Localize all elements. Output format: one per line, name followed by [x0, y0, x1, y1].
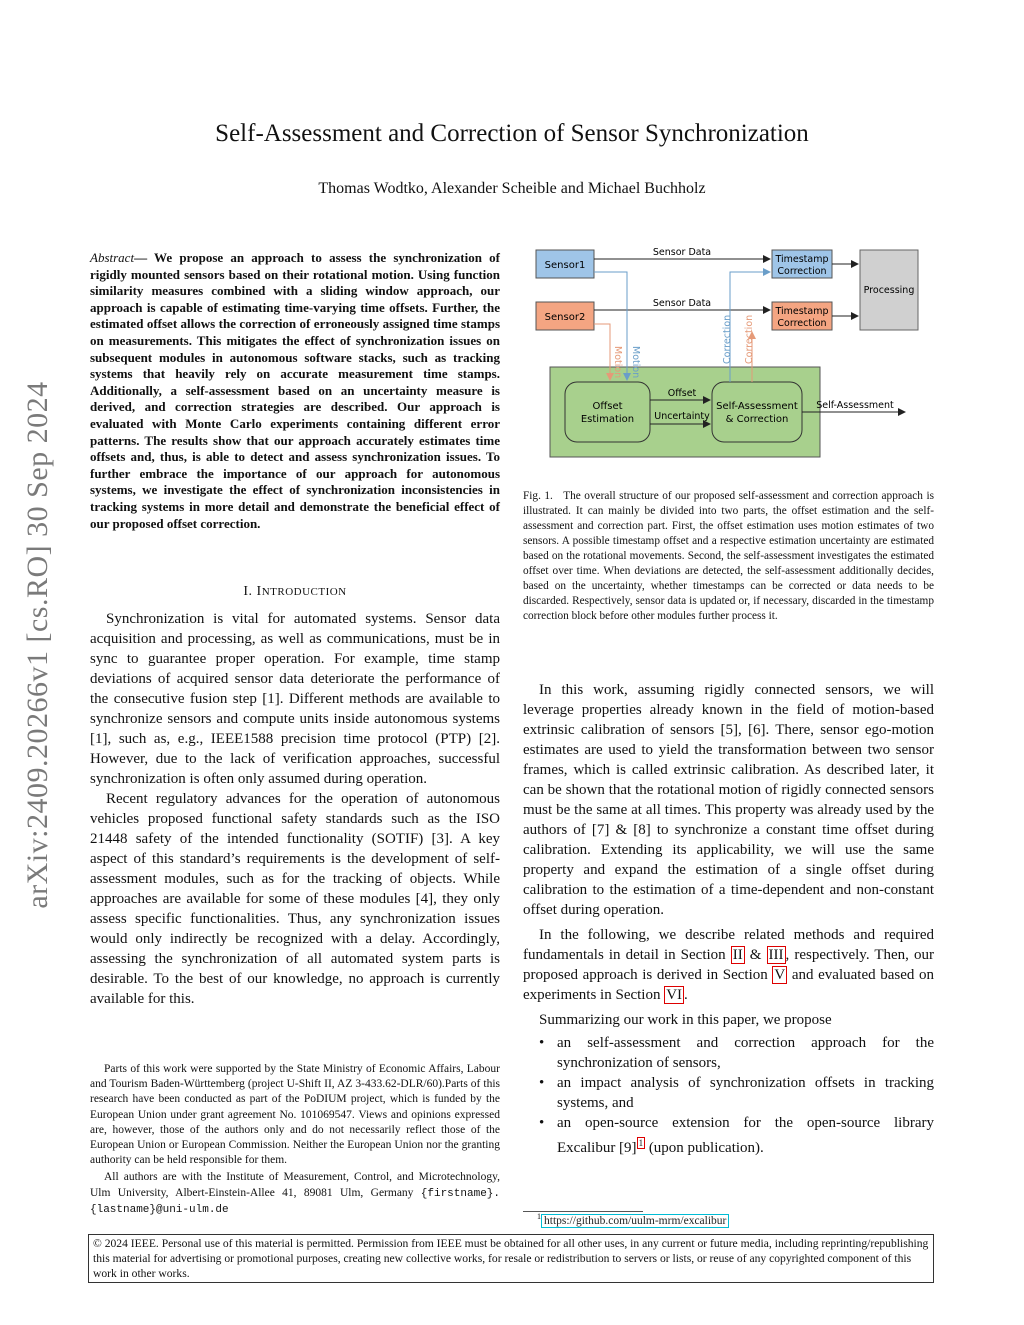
self-assessment-label-1: Self-Assessment: [716, 401, 798, 412]
sensor-data-1-label: Sensor Data: [652, 247, 712, 258]
self-assessment-label-2: & Correction: [725, 414, 789, 425]
p2-text-b: &: [744, 947, 767, 963]
right-paragraph-2: [523, 925, 934, 1005]
affiliation-text: All authors are with the Institute of Measurement, Control, and Microtechnology, Ulm University, Albert-Einstein-Allee 41, 89081 Ulm, Germany: [90, 1171, 500, 1199]
abstract-dash: —: [134, 250, 148, 265]
introduction-body: [90, 609, 500, 1009]
right-paragraph-3: Summarizing our work in this paper, we propose: [539, 1012, 832, 1028]
ref-section-3[interactable]: III: [768, 947, 784, 963]
timestamp-correction-2-label-2: Correction: [777, 318, 827, 329]
ref-section-5[interactable]: V: [774, 967, 786, 983]
timestamp-correction-1-label-1: Timestamp: [775, 254, 829, 265]
offset-estimation-label-1: Offset: [592, 401, 623, 412]
arxiv-identifier: arXiv:2409.20266v1 [cs.RO] 30 Sep 2024: [21, 381, 54, 909]
offset-estimation-label-2: Estimation: [580, 414, 635, 425]
contribution-3-tail: (upon publication).: [645, 1140, 764, 1156]
section-title-rest: NTRODUCTION: [261, 586, 347, 598]
offset-arrow-label: Offset: [667, 388, 697, 399]
section-initial: I: [256, 584, 262, 599]
caption-text: The overall structure of our proposed self-assessment and correction approach is illustrated. It can mainly be divided into two parts, the offset estimation and the self-assessment and correction part. First, the offset estimation uses motion estimates of two sensors. A possible timestamp offset and a respective estimation uncertainty are estimated based on the rotational movements. Second, the self-assessment investigates the estimated offset over time. When deviations are detected, the self-assessment additionally decides, based on the uncertainty, whether timestamps can be corrected or data needs to be discarded. Respectively, sensor data is updated or, if necessary, discarded in the timestamp correction block before other modules further process it.: [523, 490, 934, 622]
right-paragraph-1: In this work, assuming rigidly connected sensors, we will leverage properties already known in the field of motion-based extrinsic calibration of sensors [5], [6]. There, sensor ego-motion estimates are used to yield the transformation between two sensor frames, which is called extrinsic calibration. As described later, it can be shown that the rotational motion of rigidly connected sensors must be the same at all times. This property was already used by the authors of [7] & [8] to synchronize a constant time offset during calibration. Extending its applicability, we will use the same property and expand the estimation of a single offset during calibration to the estimation of a time-dependent and non-constant offset during operation.: [523, 682, 934, 918]
footnote-right: [537, 1212, 729, 1227]
ref-section-6[interactable]: VI: [666, 987, 683, 1003]
email-address: {firstname}.{lastname}@uni-ulm.de: [90, 1187, 500, 1216]
footnotes-left: [90, 1062, 500, 1218]
intro-paragraph-2: Recent regulatory advances for the operation of autonomous vehicles proposed functional safety standards such as the ISO 21448 safety of the intended functionality (SOTIF) [3]. A key aspect of this standard’s requirements is the development of self-assessment modules, such as for the tracking of objects. While approaches are available for some of these modules [4], they only assess specific functionalities. Thus, any synchronization issues would only indirectly be recognized with a delay. Accordingly, assessing the synchronization of all automated system parts is desirable. To the best of our knowledge, no approach is currently available for this.: [90, 791, 500, 1007]
sensor-data-2-label: Sensor Data: [652, 298, 712, 309]
footnote-mark: 1: [537, 1212, 541, 1221]
processing-label: Processing: [863, 285, 915, 296]
sensor1-label: Sensor1: [544, 260, 586, 271]
p2-text-a: In the following, we describe related methods and required fundamentals in detail in Section: [523, 927, 934, 963]
self-assessment-box: [712, 382, 802, 442]
correction-2-label: Correction: [744, 314, 755, 364]
footnote-ref-1[interactable]: 1: [638, 1138, 644, 1148]
paper-authors: Thomas Wodtko, Alexander Scheible and Michael Buchholz: [318, 180, 706, 197]
timestamp-correction-2-label-1: Timestamp: [775, 306, 829, 317]
contribution-list: [523, 1033, 934, 1158]
motion-2-label: Motion: [612, 346, 623, 379]
abstract-lead: Abstract: [90, 250, 135, 265]
p2-text-d: and evaluated based on experiments in Section: [523, 967, 935, 1003]
section-number: I.: [243, 584, 257, 599]
self-assessment-output-label: Self-Assessment: [816, 400, 894, 411]
funding-note: Parts of this work were supported by the State Ministry of Economic Affairs, Labour and Tourism Baden-Württemberg (project U-Shift II, AZ 3-433.62-DLR/60).Parts of this research have been conducted as part of the PoDIUM project, which is funded by the European Union under grant agreement No. 101069547. Views and opinions expressed are, however, those of the authors only and do not necessarily reflect those of the European Union or European Commission. Neither the European Union nor the granting authority can be held responsible for them.: [90, 1063, 500, 1167]
figure-1-diagram: [530, 242, 930, 464]
affiliation-note: [90, 1170, 500, 1218]
motion-1-label: Motion: [630, 346, 641, 379]
caption-label: Fig. 1.: [523, 490, 553, 502]
ref-section-2[interactable]: II: [732, 947, 743, 963]
intro-paragraph-1: Synchronization is vital for automated systems. Sensor data acquisition and processing, as well as communications, must be in sync to guarantee proper operation. For example, time stamp deviations of acquired sensor data deteriorate the performance of the consecutive fusion step [1]. Different methods are available to synchronize sensors and compute units inside autonomous systems [1], such as, e.g., IEEE1588 precision time protocol (PTP) [2]. However, due to the lack of verification approaches, successful synchronization is often only assumed during operation.: [90, 611, 500, 787]
contribution-item-3: [557, 1113, 934, 1158]
sensor2-label: Sensor2: [544, 312, 586, 323]
contribution-item-2: • an impact analysis of synchronization offsets in tracking systems, and: [557, 1073, 934, 1113]
contribution-3-text: an open-source extension for the open-source library Excalibur [9]: [557, 1115, 934, 1156]
paper-title: Self-Assessment and Correction of Sensor Synchronization: [215, 120, 809, 147]
right-column-body: [523, 680, 934, 1158]
correction-1-label: Correction: [722, 314, 733, 364]
abstract-text: We propose an approach to assess the synchronization of rigidly mounted sensors based on their rotational motion. Using function similarity measures combined with a sliding window approach, our approach is capable of estimating time-varying time offsets. Further, the estimated offset allows the correction of erroneously assigned time stamps on measurements. This mitigates the effect of synchronization issues on subsequent modules in autonomous software stacks, such as tracking systems that heavily rely on accurate measurement time stamps. Additionally, a self-assessment based on an uncertainty measure is derived, and correction strategies are described. Our approach is evaluated with Monte Carlo experiments containing different error patterns. The results show that our approach accurately estimates time offsets and, thus, is able to detect and assess synchronization issues. To further embrace the importance of our approach for autonomous systems, we investigate the effect of synchronization inconsistencies in tracking systems in more detail and demonstrate the beneficial effect of our proposed offset correction.: [90, 250, 500, 531]
uncertainty-arrow-label: Uncertainty: [654, 411, 710, 422]
excalibur-link[interactable]: https://github.com/uulm-mrm/excalibur: [541, 1214, 729, 1228]
p2-text-c: , respectively. Then, our proposed approach is derived in Section: [523, 947, 934, 983]
section-heading-introduction: [90, 584, 500, 600]
arxiv-sidebar: [12, 350, 64, 940]
copyright-notice: © 2024 IEEE. Personal use of this material is permitted. Permission from IEEE must be obtained for all other uses, in any current or future media, including reprinting/republishing this material for advertising or promotional purposes, creating new collective works, for resale or redistribution to servers or lists, or reuse of any copyrighted component of this work in other works.: [88, 1234, 934, 1283]
p2-text-e: .: [684, 987, 688, 1003]
figure-1-caption: [523, 489, 934, 624]
abstract: [90, 250, 500, 532]
offset-estimation-box: [565, 382, 650, 442]
contribution-item-1: • an self-assessment and correction approach for the synchronization of sensors,: [557, 1033, 934, 1073]
timestamp-correction-1-label-2: Correction: [777, 266, 827, 277]
